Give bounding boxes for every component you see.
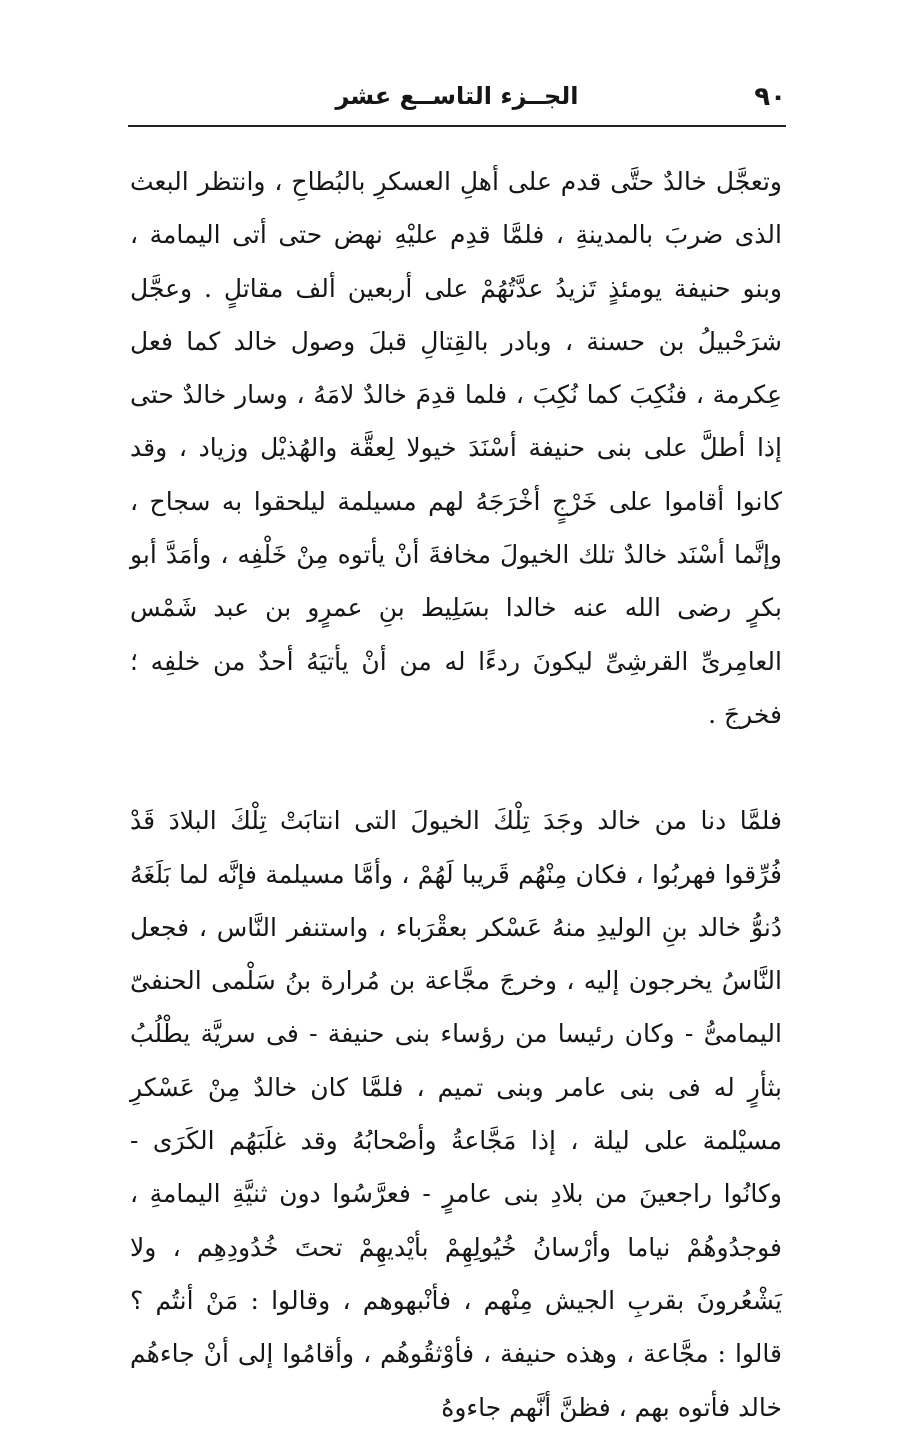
body-text [130,155,782,1434]
running-title: الجــزء التاســع عشر [335,82,579,110]
header-rule [128,125,786,127]
page-header [128,76,786,122]
paragraph-2: فلمَّا دنا من خالد وجَدَ تِلْكَ الخيولَ التى انتابَتْ تِلْكَ البلادَ قَدْ فُرِّقوا فهربُوا ، فكان مِنْهُم قَريبا لَهُمْ ، وأمَّا مسيلمة فإنَّه لما بَلَغَهُ دُنوُّ خالد بنِ الوليدِ منهُ عَسْكر بعقْرَباء ، واستنفر النَّاس ، فجعل النَّاسُ يخرجون إليه ، وخرجَ مجَّاعة بن مُرارة بنُ سَلْمى الحنفىّ اليمامىُّ - وكان رئيسا من رؤساء بنى حنيفة - فى سريَّة يطْلُبُ بثأرٍ له فى بنى عامر وبنى تميم ، فلمَّا كان خالدٌ مِنْ عَسْكرِ مسيْلمة على ليلة ، إذا مَجَّاعةُ وأصْحابُهُ وقد غلَبَهُم الكَرَى - وكانُوا راجعينَ من بلادِ بنى عامرٍ - فعرَّسُوا دون ثنيَّةِ اليمامةِ ، فوجدُوهُمْ نياما وأرْسانُ خُيُولِهِمْ بأيْديهِمْ تحتَ خُدُودِهِم ، ولا يَشْعُرونَ بقربِ الجيش مِنْهم ، فأنْبهوهم ، وقالوا : مَنْ أنتُم ؟ قالوا : مجَّاعة ، وهذه حنيفة ، فأوْثقُوهُم ، وأقامُوا إلى أنْ جاءهُم خالد فأتوه بهم ، فظنَّ أنَّهم جاءوهُ [130,806,782,1422]
paragraph-1: وتعجَّل خالدٌ حتَّى قدم على أهلِ العسكرِ بالبُطاحِ ، وانتظر البعث الذى ضربَ بالمدينةِ ، فلمَّا قدِم عليْهِ نهض حتى أتى اليمامة ، وبنو حنيفة يومئذٍ تَزيدُ عدَّتُهُمْ على أربعين ألف مقاتلٍ . وعجَّل شرَحْبيلُ بن حسنة ، وبادر بالقِتالِ قبلَ وصول خالد كما فعل عِكرمة ، فنُكِبَ كما نُكِبَ ، فلما قدِمَ خالدٌ لامَهُ ، وسار خالدٌ حتى إذا أطلَّ على بنى حنيفة أسْنَدَ خيولا لِعقَّة والهُذيْل وزياد ، وقد كانوا أقاموا على خَرْجٍ أخْرَجَهُ لهم مسيلمة ليلحقوا به سجاح ، وإنَّما أسْنَد خالدٌ تلك الخيولَ مخافةَ أنْ يأتوه مِنْ خَلْفِه ، وأمَدَّ أبو بكرٍ رضى الله عنه خالدا بسَلِيط بنِ عمرٍو بن عبد شَمْس العامِرىِّ القرشِىِّ ليكونَ ردءًا له من أنْ يأتيَهُ أحدٌ من خلفِه ؛ فخرجَ . [130,167,783,729]
page-number: ٩٠ [754,82,786,112]
